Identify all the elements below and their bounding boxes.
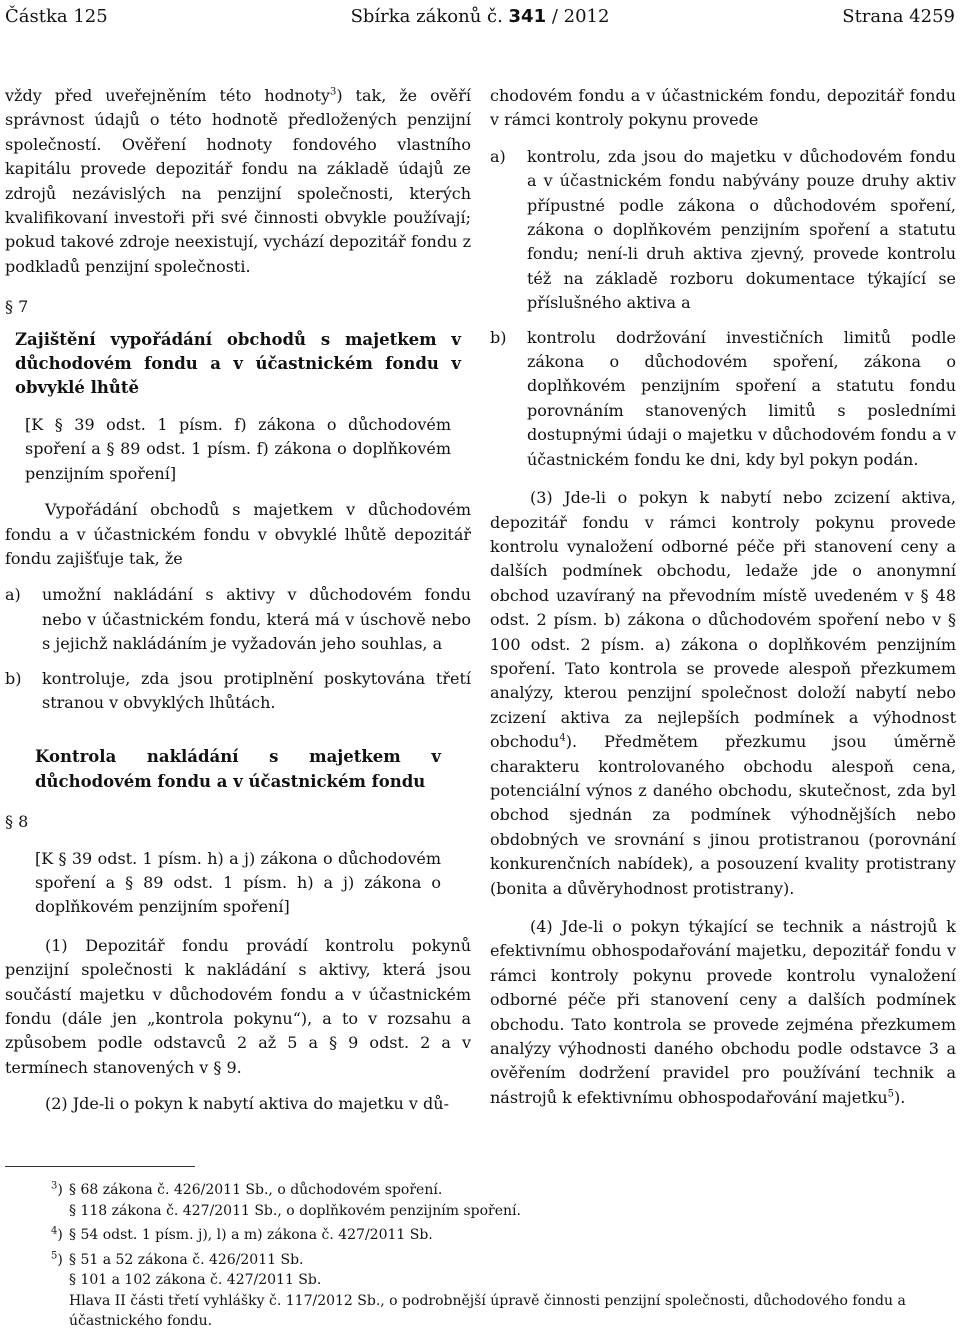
- footnotes: [5, 1180, 955, 1332]
- footnote-line: § 68 zákona č. 426/2011 Sb., o důchodovém spoření.: [69, 1182, 443, 1198]
- footnote-label: $^5$): [51, 1249, 63, 1268]
- paragraph-3-text-b: ). Předmětem přezkumu jsou úměrně charakteru kontrolovaného obchodu alespoň cena, potenciální výnos z daného obchodu, skutečnost, zda byl obchod sjednán za podmínek výhodnějších nebo obdobných ve srovnání s jinou protistranou (porovnání konkurenčních nabídek), a posouzení kvality protistrany (bonita a důvěryhodnost protistrany).: [490, 732, 956, 898]
- footnote-number: 3: [51, 1180, 58, 1192]
- footnote-line: § 101 a 102 zákona č. 427/2011 Sb.: [69, 1272, 322, 1288]
- footnote-line: § 118 zákona č. 427/2011 Sb., o doplňkovém penzijním spoření.: [69, 1202, 521, 1219]
- paragraph-3: [490, 486, 956, 901]
- paragraph-4: [490, 915, 956, 1110]
- paragraph-3-text-a: (3) Jde-li o pokyn k nabytí nebo zcizení aktiva, depozitář fondu v rámci kontroly pokynu provede kontrolu vynaložení odborné péče při stanovení ceny a dalších podmínek obchodu, ledaže jde o anonymní obchod uzavíraný na převodním místě uvedeném v § 48 odst. 2 písm. b) zákona o důchodovém spoření nebo v § 100 odst. 2 písm. a) zákona o doplňkovém penzijním spoření. Tato kontrola se provede alespoň přezkumem analýzy, kterou penzijní společnost doloží nabytí nebo zcizení aktiva za nejlepších podmínek a výhodnost obchodu: [490, 488, 956, 752]
- list-label: a): [490, 146, 506, 166]
- paragraph-4-text-a: (4) Jde-li o pokyn týkající se technik a nástrojů k efektivnímu obhospodařování majetku, depozitář fondu v rámci kontroly pokynu provede kontrolu vynaložení odborné péče při stanovení ceny a dalších podmínek obchodu. Tato kontrola se provede zejména přezkumem analýzy výhodnosti daného obchodu podle odstavce 3 a ověřením dodržení pravidel pro používání technik a nástrojů k efektivnímu obhospodařování majetku: [490, 917, 956, 1107]
- right-column: [490, 84, 956, 1110]
- section-8-number: § 8: [5, 812, 29, 832]
- footnote-divider: [5, 1166, 195, 1167]
- kontrola-heading: Kontrola nakládání s majetkem v důchodovém fondu a v účastnickém fondu: [35, 747, 441, 791]
- page-number: Strana 4259: [842, 6, 955, 27]
- issue-number: Částka 125: [5, 6, 108, 27]
- footnote-number: 4: [51, 1225, 58, 1237]
- intro-paragraph: [5, 84, 471, 279]
- footnote-line: § 51 a 52 zákona č. 426/2011 Sb.: [69, 1251, 304, 1268]
- list-label: b): [490, 327, 507, 347]
- footnote-ref-5: 5: [887, 1088, 895, 1100]
- collection-number: 341: [508, 6, 547, 27]
- paragraph-4-text-b: ).: [894, 1087, 906, 1107]
- list-item: [5, 583, 471, 656]
- footnote-ref-4: 4: [559, 732, 566, 744]
- left-column: [5, 84, 471, 1117]
- footnote-4: [5, 1225, 955, 1246]
- list-text: umožní nakládání s aktivy v důchodovém fondu nebo v účastnickém fondu, která má v úschově nebo s jejichž nakládáním je vyžadován jeho souhlas, a: [42, 585, 471, 654]
- section-7-number: § 7: [5, 297, 29, 317]
- footnote-label: $^4$): [51, 1225, 63, 1243]
- footnote-ref-3: 3: [329, 86, 337, 98]
- section-8-paragraph-1: (1) Depozitář fondu provádí kontrolu pokynů penzijní společnosti k nakládání s aktivy, která jsou součástí majetku v důchodovém fondu a v účastnickém fondu (dále jen „kontrola pokynu“), a to v rozsahu a způsobem podle odstavců 2 až 5 a § 9 odst. 2 a v termínech stanovených v § 9.: [5, 935, 471, 1077]
- page-header: [5, 4, 955, 30]
- list-item: [490, 326, 956, 472]
- footnote-3: [5, 1180, 955, 1221]
- footnote-label: $^3$): [51, 1180, 63, 1198]
- footnote-5: [5, 1250, 955, 1332]
- list-item: [5, 667, 471, 716]
- collection-title: [5, 4, 955, 30]
- intro-text-a: vždy před uveřejněním této hodnoty: [5, 86, 330, 105]
- list-text: kontrolu dodržování investičních limitů podle zákona o důchodovém spoření, zákona o doplňkovém penzijním spoření a statutu fondu porovnáním stanovených limitů s posledními dostupnými údaji o majetku v důchodovém fondu a v účastnickém fondu ke dni, kdy byl pokyn podán.: [527, 327, 956, 469]
- continuation-paragraph: chodovém fondu a v účastnickém fondu, depozitář fondu v rámci kontroly pokynu provede: [490, 86, 956, 130]
- list-label: b): [5, 668, 22, 688]
- section-7-references: [K § 39 odst. 1 písm. f) zákona o důchodovém spoření a § 89 odst. 1 písm. f) zákona o doplňkovém penzijním spoření]: [25, 414, 451, 483]
- list-text: kontrolu, zda jsou do majetku v důchodovém fondu a v účastnickém fondu nabývány pouze druhy aktiv přípustné podle zákona o důchodovém spoření, zákona o doplňkovém penzijním spoření a statutu fondu; není-li druh aktiva zjevný, provede kontrolu též na základě rozboru dokumentace týkající se příslušného aktiva a: [527, 146, 956, 313]
- footnote-number: 5: [51, 1249, 58, 1261]
- collection-prefix: Sbírka zákonů č.: [350, 6, 509, 27]
- section-7-paragraph: Vypořádání obchodů s majetkem v důchodovém fondu a v účastnickém fondu v obvyklé lhůtě depozitář fondu zajišťuje tak, že: [5, 500, 471, 568]
- list-text: kontroluje, zda jsou protiplnění poskytována třetí stranou v obvyklých lhůtách.: [42, 668, 471, 712]
- list-item: [490, 145, 956, 316]
- list-label: a): [5, 585, 21, 605]
- section-8-references: [K § 39 odst. 1 písm. h) a j) zákona o důchodovém spoření a § 89 odst. 1 písm. h) a j) zákona o doplňkovém penzijním spoření]: [35, 848, 441, 917]
- intro-text-b: ) tak, že ověří správnost údajů o této hodnotě předložených penzijní společností. Ověření hodnoty fondového vlastního kapitálu provede depozitář fondu na základě údajů ze zdrojů nezávislých na penzijní společnosti, kterých kvalifikovaní investoři při své činnosti obvykle používají; pokud takové zdroje neexistují, vychází depozitář fondu z podkladů penzijní společnosti.: [5, 86, 471, 276]
- section-8-paragraph-2: (2) Jde-li o pokyn k nabytí aktiva do majetku v dů-: [45, 1094, 449, 1114]
- footnote-line: § 54 odst. 1 písm. j), l) a m) zákona č. 427/2011 Sb.: [69, 1227, 433, 1243]
- section-7-heading: Zajištění vypořádání obchodů s majetkem v důchodovém fondu a v účastnickém fondu v obvyklé lhůtě: [15, 329, 461, 398]
- footnote-line: Hlava II části třetí vyhlášky č. 117/2012 Sb., o podrobnější úpravě činnosti penzijní společnosti, důchodového fondu a účastnického fondu.: [69, 1292, 906, 1329]
- collection-year: / 2012: [546, 6, 610, 27]
